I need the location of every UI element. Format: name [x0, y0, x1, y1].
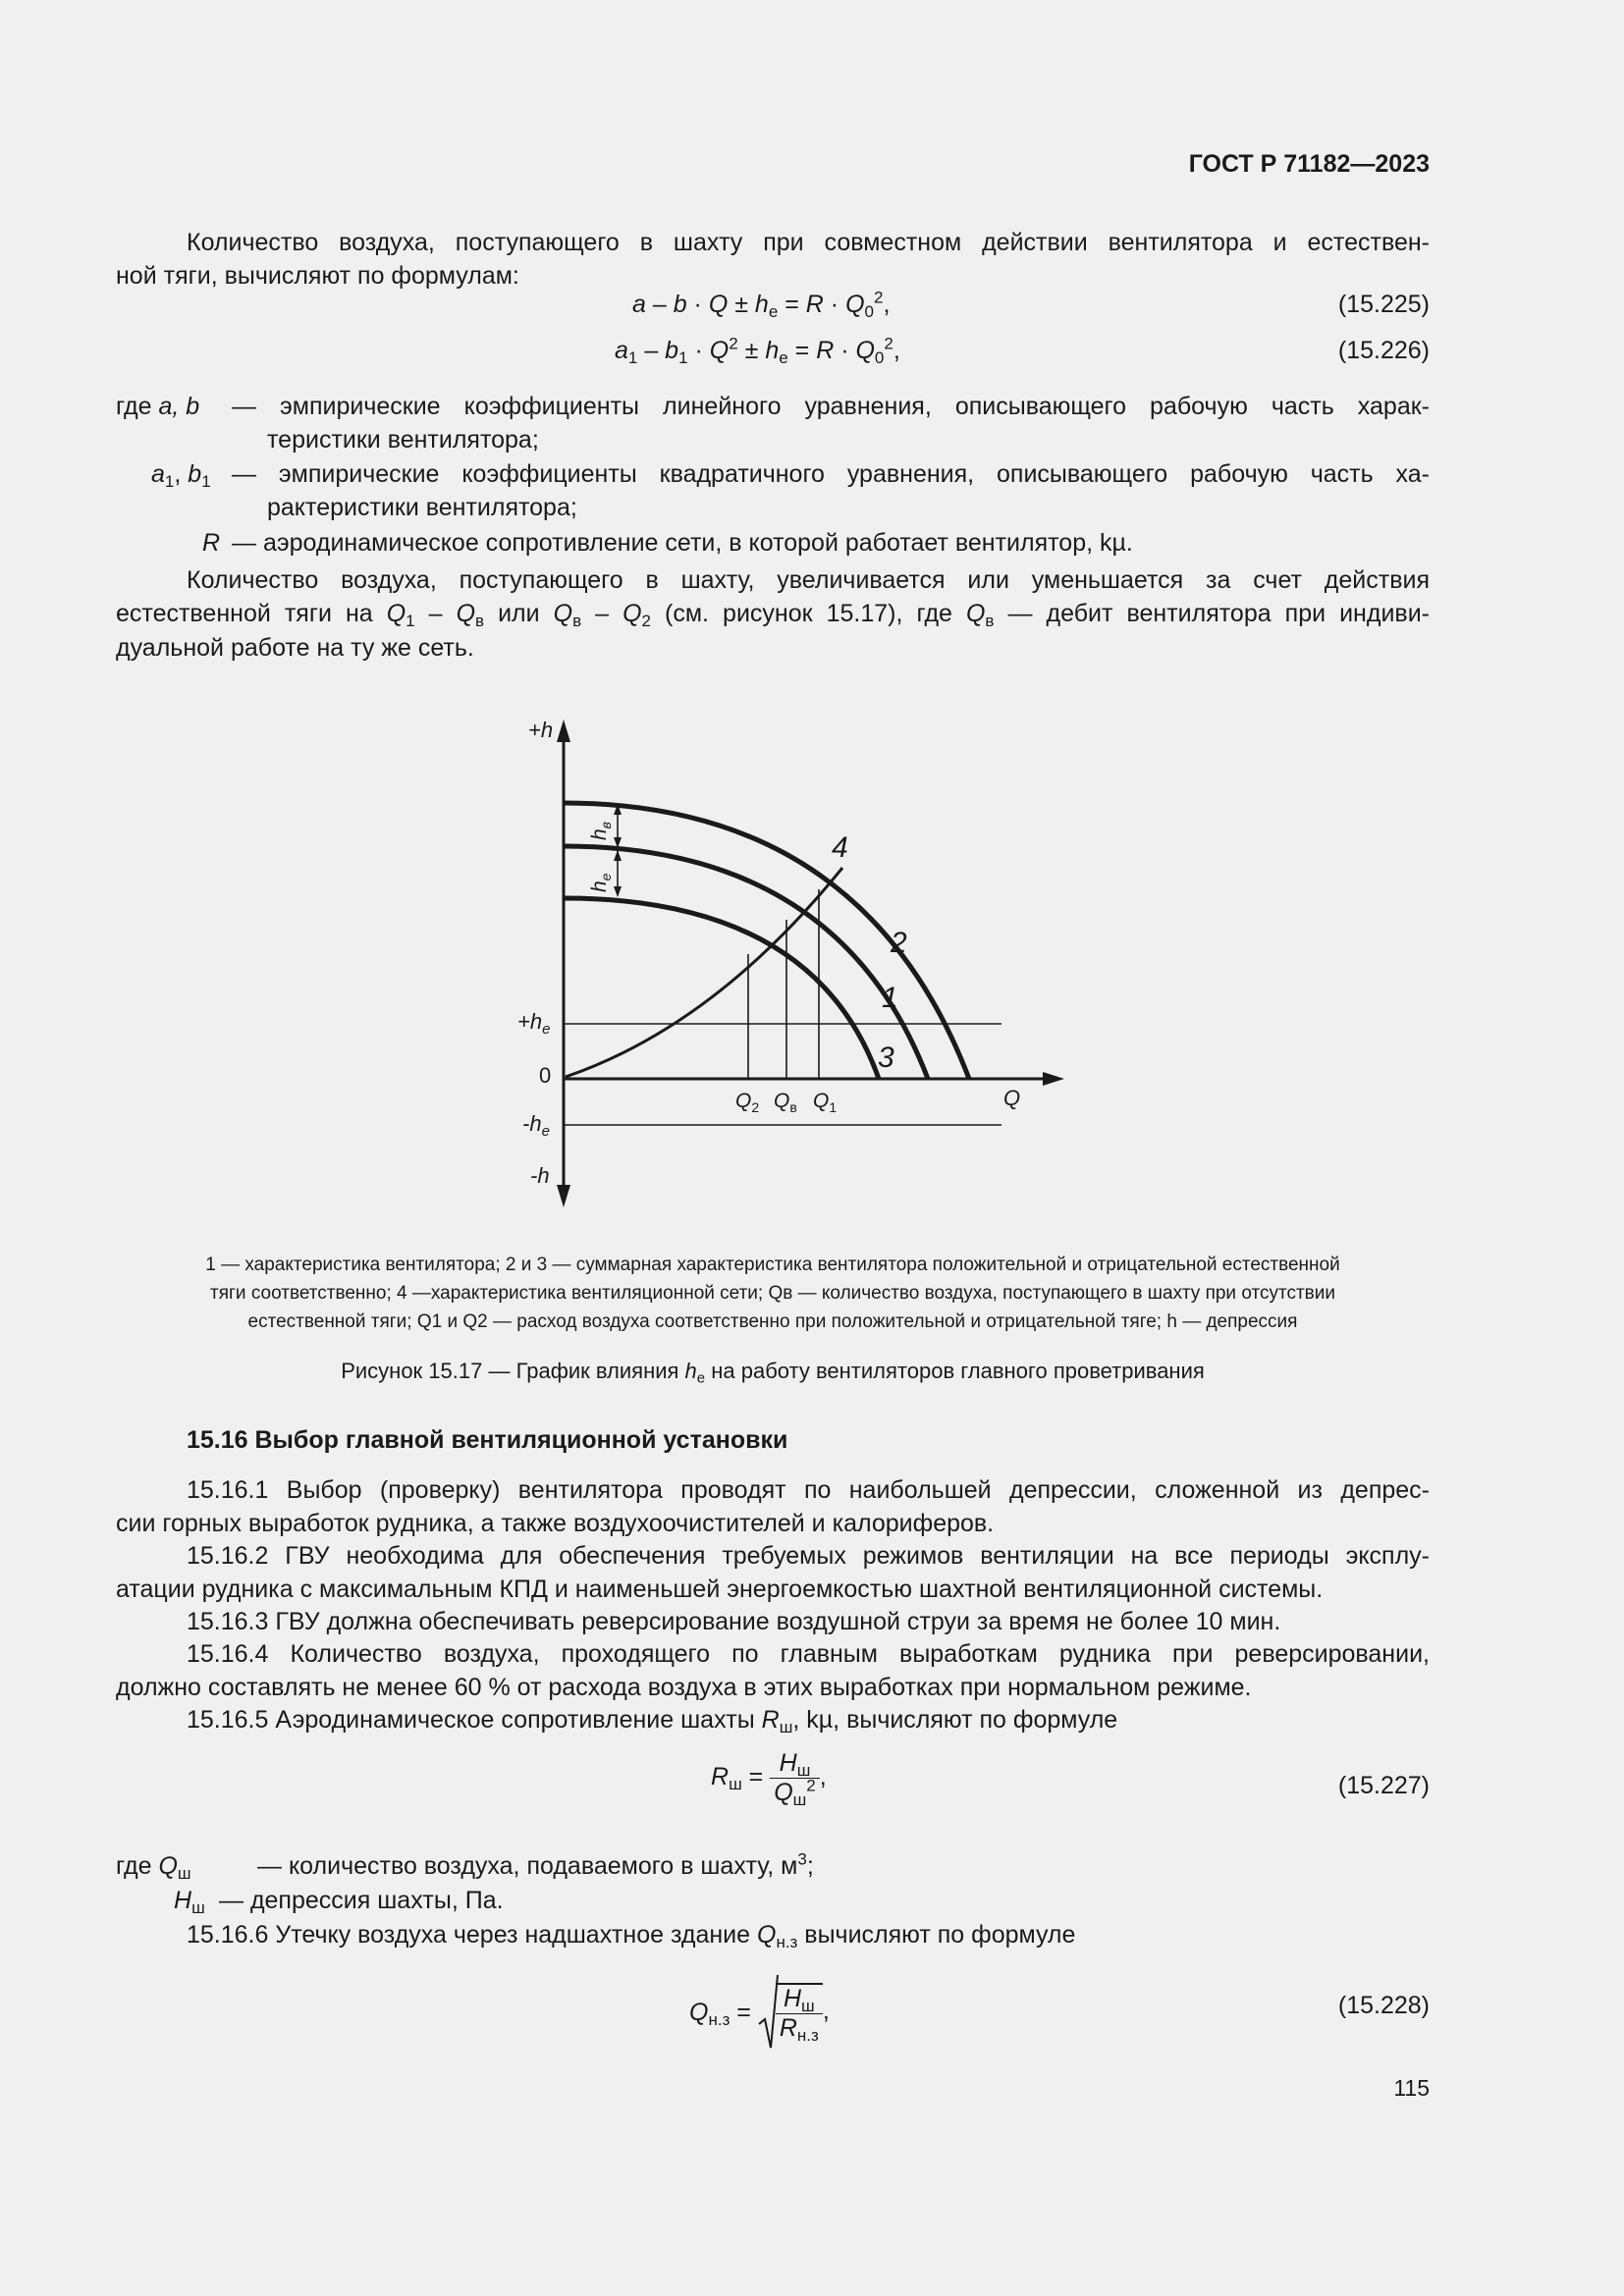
equation-number-15-226: (15.226) [1337, 337, 1430, 364]
intro-line-1: Количество воздуха, поступающего в шахту при совместном действии вентилятора и естествен- [187, 229, 1430, 256]
para2-line-1: Количество воздуха, поступающего в шахту, увеличивается или уменьшается за счет действия [187, 566, 1430, 594]
equation-15-227: $R_ш$ = $\frac{H_ш}{Q_ш^2}$ , [711, 1749, 827, 1810]
curve-label-2: 2 [891, 927, 907, 959]
para-15-16-4-line-1: 15.16.4 Количество воздуха, проходящего по главным выработкам рудника при реверсировании, [187, 1640, 1430, 1668]
definition-q-sh: где $Q_ш$ [116, 1852, 191, 1884]
figure-caption: Рисунок 15.17 — График влияния $h_e$ на работу вентиляторов главного проветривания [341, 1359, 1205, 1387]
zero-label: 0 [539, 1063, 552, 1088]
definition-a-b: где a, b [116, 393, 200, 420]
y-axis-bottom-label: -h [530, 1163, 550, 1188]
qv-label: $Q_в$ [774, 1090, 797, 1115]
legend-line-1: 1 — характеристика вентилятора; 2 и 3 — суммарная характеристика вентилятора положительной и отрицательной естественной [205, 1255, 1340, 1275]
para-15-16-3: 15.16.3 ГВУ должна обеспечивать реверсирование воздушной струи за время не более 10 мин. [187, 1608, 1281, 1635]
x-axis-label: Q [1003, 1086, 1021, 1110]
definition-a1-b1: $a_1$, $b_1$ [151, 460, 211, 492]
para2-line-3: дуальной работе на ту же сеть. [116, 634, 474, 662]
equation-number-15-225: (15.225) [1337, 291, 1430, 318]
fraction-h-over-q2: $\frac{H_ш}{Q_ш^2}$ [770, 1749, 820, 1807]
minus-he-label: $-h_e$ [522, 1111, 550, 1140]
para-15-16-5: 15.16.5 Аэродинамическое сопротивление шахты $R_ш$, kµ, вычисляют по формуле [187, 1706, 1118, 1737]
equation-number-15-228: (15.228) [1337, 1992, 1430, 2019]
definition-q-sh-text: — количество воздуха, подаваемого в шахту, $м^3$; [257, 1849, 814, 1880]
para-15-16-6: 15.16.6 Утечку воздуха через надшахтное здание $Q_{н.з}$ вычисляют по формуле [187, 1921, 1076, 1952]
definition-h-sh-text: — депрессия шахты, Па. [219, 1887, 504, 1914]
equation-15-228: $Q_{н.з}$ = $\frac{H_ш}{R_{н.з}}$ , [689, 1973, 830, 2052]
curve-label-1: 1 [882, 982, 898, 1014]
fraction-h-over-r: $\frac{H_ш}{R_{н.з}}$ [776, 1983, 823, 2043]
x-axis-arrow [1043, 1072, 1064, 1086]
definition-a-b-text-1: — эмпирические коэффициенты линейного уравнения, описывающего рабочую часть харак- [232, 393, 1430, 420]
he-arrow-bottom [614, 886, 622, 897]
equation-number-15-227: (15.227) [1337, 1772, 1430, 1799]
q2-label: $Q_2$ [735, 1090, 760, 1115]
section-heading: 15.16 Выбор главной вентиляционной установки [187, 1426, 788, 1454]
page-number: 115 [1393, 2075, 1430, 2101]
equation-15-226: $a_1 - b_1 \cdot Q^2 \pm h_e = R \cdot Q_0^2$, [615, 334, 900, 368]
definition-h-sh: $H_ш$ [174, 1887, 205, 1918]
hv-label: $h_в$ [588, 822, 614, 840]
para-15-16-1-line-1: 15.16.1 Выбор (проверку) вентилятора проводят по наибольшей депрессии, сложенной из депрес- [187, 1476, 1430, 1504]
he-label: $h_e$ [588, 873, 614, 892]
para-15-16-2-line-1: 15.16.2 ГВУ необходима для обеспечения требуемых режимов вентиляции на все периоды эксплу- [187, 1542, 1430, 1570]
figure-legend [116, 1251, 1430, 1336]
legend-line-2: тяги соответственно; 4 —характеристика вентиляционной сети; Qв — количество воздуха, поступающего в шахту при отсутствии [210, 1283, 1335, 1304]
y-axis-top-label: +h [528, 718, 554, 742]
definition-a1-b1-text-2: рактеристики вентилятора; [267, 494, 577, 521]
document-id: ГОСТ Р 71182—2023 [1188, 150, 1430, 178]
definition-r: R [202, 529, 221, 557]
he-arrow-top [614, 850, 622, 861]
legend-line-3: естественной тяги; Q1 и Q2 — расход воздуха соответственно при положительной и отрицательной тяге; h — депрессия [247, 1311, 1298, 1332]
equation-15-225: $a - b \cdot Q \pm h_e = R \cdot Q_0^2$, [632, 288, 891, 322]
para-15-16-4-line-2: должно составлять не менее 60 % от расхода воздуха в этих выработках при нормальном режиме. [116, 1674, 1252, 1701]
para-15-16-2-line-2: атации рудника с максимальным КПД и наименьшей энергоемкостью шахтной вентиляционной системы. [116, 1575, 1324, 1603]
y-axis-arrow-up [557, 720, 570, 742]
para2-line-2: естественной тяги на $Q_1 - Q_в$ или $Q_в - Q_2$ (см. рисунок 15.17), где $Q_в$ — дебит вентилятора при индиви- [116, 600, 1430, 631]
plus-he-label: $+h_e$ [517, 1009, 551, 1038]
curve-label-4: 4 [832, 831, 848, 864]
y-axis-arrow-down [557, 1185, 570, 1207]
intro-line-2: ной тяги, вычисляют по формулам: [116, 262, 519, 290]
definition-a1-b1-text-1: — эмпирические коэффициенты квадратичного уравнения, описывающего рабочую часть ха- [232, 460, 1430, 488]
q1-label: $Q_1$ [813, 1090, 838, 1115]
para-15-16-1-line-2: сии горных выработок рудника, а также воздухоочистителей и калориферов. [116, 1510, 995, 1537]
curve-label-3: 3 [878, 1041, 894, 1074]
definition-r-text: — аэродинамическое сопротивление сети, в которой работает вентилятор, kµ. [232, 529, 1133, 557]
definition-a-b-text-2: теристики вентилятора; [267, 426, 539, 454]
